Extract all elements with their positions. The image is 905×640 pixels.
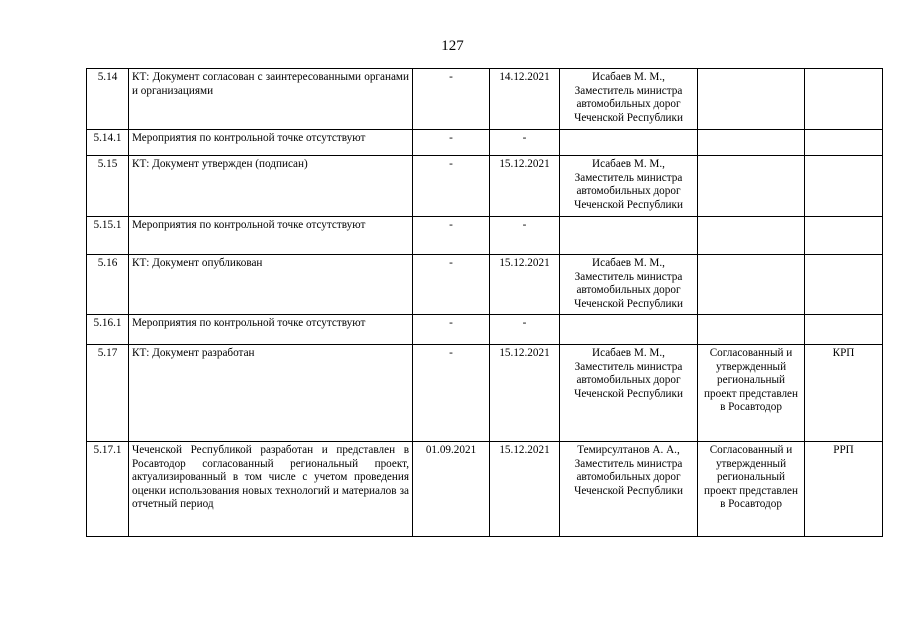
row-responsible: Исабаев М. М., Заместитель министра автомобильных дорог Чеченской Республики bbox=[560, 345, 698, 442]
row-level: КРП bbox=[805, 345, 883, 442]
row-description: КТ: Документ разработан bbox=[129, 345, 413, 442]
row-responsible: Исабаев М. М., Заместитель министра автомобильных дорог Чеченской Республики bbox=[560, 255, 698, 315]
row-level bbox=[805, 315, 883, 345]
row-end-date: 15.12.2021 bbox=[490, 345, 560, 442]
row-responsible bbox=[560, 130, 698, 156]
table-row bbox=[87, 130, 883, 156]
row-level bbox=[805, 156, 883, 217]
row-end-date: 15.12.2021 bbox=[490, 442, 560, 537]
row-end-date: - bbox=[490, 130, 560, 156]
row-end-date: 15.12.2021 bbox=[490, 156, 560, 217]
row-number: 5.14.1 bbox=[87, 130, 129, 156]
table-row bbox=[87, 217, 883, 255]
table-row bbox=[87, 69, 883, 130]
row-start-date: - bbox=[413, 130, 490, 156]
row-end-date: - bbox=[490, 315, 560, 345]
row-result bbox=[698, 69, 805, 130]
row-start-date: - bbox=[413, 345, 490, 442]
row-result bbox=[698, 156, 805, 217]
row-start-date: 01.09.2021 bbox=[413, 442, 490, 537]
row-level bbox=[805, 69, 883, 130]
row-result bbox=[698, 217, 805, 255]
row-start-date: - bbox=[413, 255, 490, 315]
row-responsible: Исабаев М. М., Заместитель министра автомобильных дорог Чеченской Республики bbox=[560, 69, 698, 130]
page-number: 127 bbox=[441, 38, 464, 54]
row-number: 5.17.1 bbox=[87, 442, 129, 537]
row-start-date: - bbox=[413, 69, 490, 130]
row-description: КТ: Документ опубликован bbox=[129, 255, 413, 315]
row-description: Чеченской Республикой разработан и представлен в Росавтодор согласованный региональный проект, актуализированный в том числе с учетом проведения оценки использования новых технологий и материалов за отчетный период bbox=[129, 442, 413, 537]
table-row bbox=[87, 255, 883, 315]
row-description: Мероприятия по контрольной точке отсутствуют bbox=[129, 217, 413, 255]
row-responsible: Исабаев М. М., Заместитель министра автомобильных дорог Чеченской Республики bbox=[560, 156, 698, 217]
row-level: РРП bbox=[805, 442, 883, 537]
row-description: Мероприятия по контрольной точке отсутствуют bbox=[129, 315, 413, 345]
row-result: Согласованный и утвержденный региональный проект представлен в Росавтодор bbox=[698, 442, 805, 537]
row-end-date: - bbox=[490, 217, 560, 255]
row-start-date: - bbox=[413, 156, 490, 217]
row-level bbox=[805, 255, 883, 315]
row-responsible bbox=[560, 217, 698, 255]
table-row bbox=[87, 442, 883, 537]
row-number: 5.16.1 bbox=[87, 315, 129, 345]
table-row bbox=[87, 156, 883, 217]
row-end-date: 14.12.2021 bbox=[490, 69, 560, 130]
plan-table bbox=[86, 68, 883, 537]
row-number: 5.16 bbox=[87, 255, 129, 315]
row-result bbox=[698, 315, 805, 345]
row-start-date: - bbox=[413, 217, 490, 255]
row-description: КТ: Документ согласован с заинтересованными органами и организациями bbox=[129, 69, 413, 130]
row-responsible: Темирсултанов А. А., Заместитель министра автомобильных дорог Чеченской Республики bbox=[560, 442, 698, 537]
row-number: 5.14 bbox=[87, 69, 129, 130]
row-number: 5.15.1 bbox=[87, 217, 129, 255]
row-responsible bbox=[560, 315, 698, 345]
row-end-date: 15.12.2021 bbox=[490, 255, 560, 315]
row-description: КТ: Документ утвержден (подписан) bbox=[129, 156, 413, 217]
row-description: Мероприятия по контрольной точке отсутствуют bbox=[129, 130, 413, 156]
row-level bbox=[805, 130, 883, 156]
row-result bbox=[698, 255, 805, 315]
row-number: 5.15 bbox=[87, 156, 129, 217]
row-result bbox=[698, 130, 805, 156]
row-number: 5.17 bbox=[87, 345, 129, 442]
table-row bbox=[87, 315, 883, 345]
row-result: Согласованный и утвержденный региональный проект представлен в Росавтодор bbox=[698, 345, 805, 442]
row-level bbox=[805, 217, 883, 255]
table-row bbox=[87, 345, 883, 442]
row-start-date: - bbox=[413, 315, 490, 345]
